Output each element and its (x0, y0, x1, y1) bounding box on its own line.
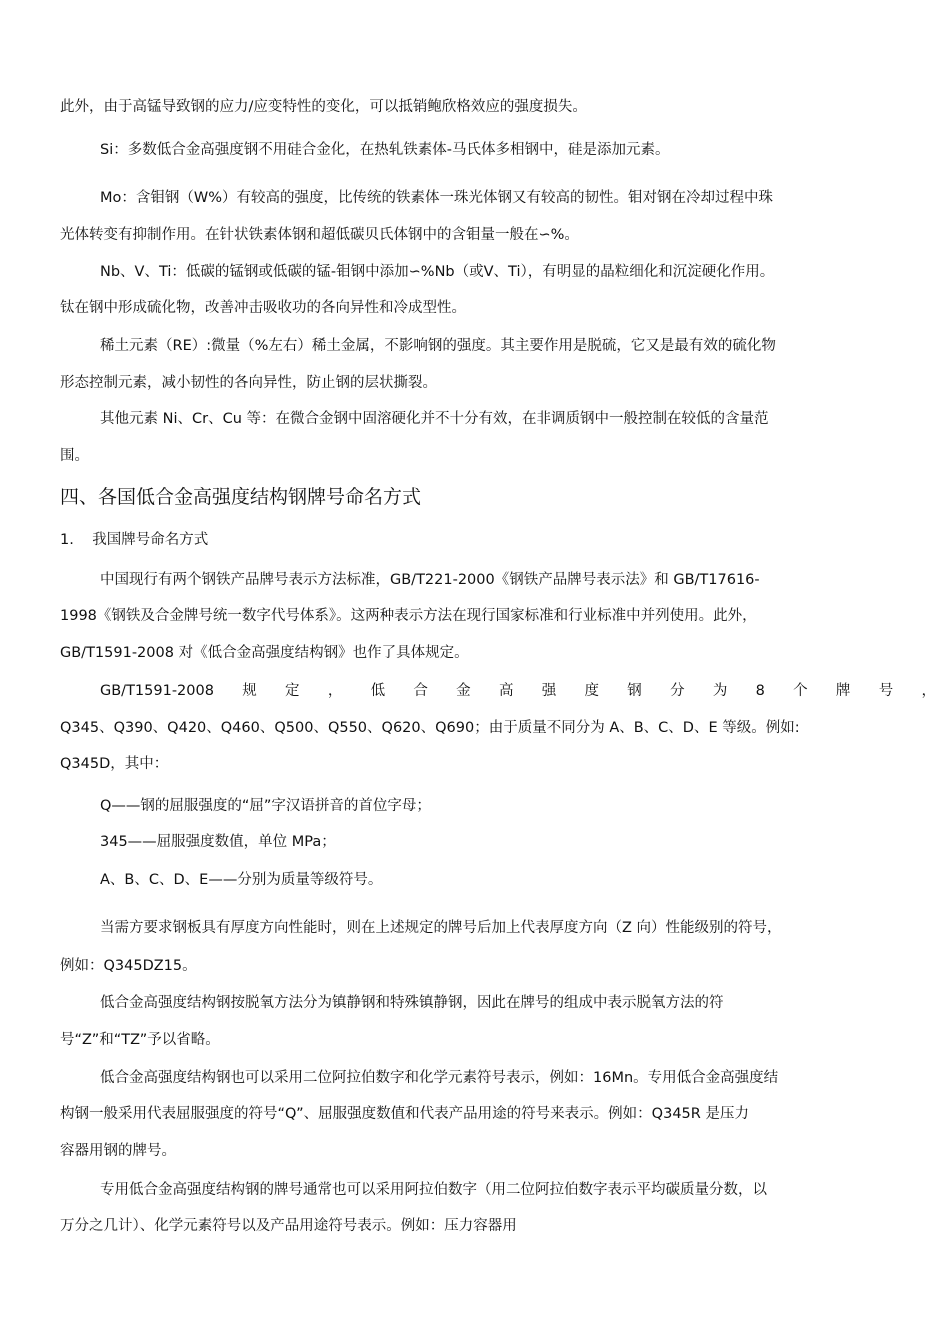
word: ， (327, 683, 343, 699)
word: 定 (285, 683, 300, 699)
text-line: 此外，由于高锰导致钢的应力/应变特性的变化，可以抵销鲍欣格效应的强度损失。 (60, 99, 587, 115)
text-line: 低合金高强度结构钢也可以采用二位阿拉伯数字和化学元素符号表示，例如：16Mn。专用低合金高强度结 (100, 1070, 779, 1086)
text-line: Nb、V、Ti：低碳的锰钢或低碳的锰-钼钢中添加∽%Nb（或V、Ti），有明显的晶粒细化和沉淀硬化作用。 (100, 264, 775, 280)
text-line: Q345D，其中： (60, 756, 169, 772)
section-heading: 四、各国低合金高强度结构钢牌号命名方式 (60, 486, 422, 508)
text-line: 1998《钢铁及合金牌号统一数字代号体系》。这两种表示方法在现行国家标准和行业标准中并列使用。此外， (60, 608, 757, 624)
text-line: 专用低合金高强度结构钢的牌号通常也可以采用阿拉伯数字（用二位阿拉伯数字表示平均碳质量分数，以 (100, 1182, 767, 1198)
text-line: 号“Z”和“TZ”予以省略。 (60, 1032, 220, 1048)
word: 金 (456, 683, 471, 699)
word: ， (921, 683, 936, 699)
text-line: 钛在钢中形成硫化物，改善冲击吸收功的各向异性和冷成型性。 (60, 300, 466, 316)
text-line: 其他元素 Ni、Cr、Cu 等：在微合金钢中固溶硬化并不十分有效，在非调质钢中一般控制在较低的含量范 (100, 411, 769, 427)
word: GB/T1591-2008 (100, 683, 214, 699)
text-line: 形态控制元素，减小韧性的各向异性，防止钢的层状撕裂。 (60, 375, 437, 391)
word: 高 (498, 683, 514, 699)
word: 8 (755, 683, 765, 699)
text-line: Si：多数低合金高强度钢不用硅合金化，在热轧铁素体-马氏体多相钢中，硅是添加元素。 (100, 142, 670, 158)
text-line: GB/T1591-2008 对《低合金高强度结构钢》也作了具体规定。 (60, 645, 469, 661)
text-line: Q——钢的屈服强度的“屈”字汉语拼音的首位字母； (100, 798, 431, 814)
text-line: 光体转变有抑制作用。在针状铁素体钢和超低碳贝氏体钢中的含钼量一般在∽%。 (60, 227, 579, 243)
text-line: 低合金高强度结构钢按脱氧方法分为镇静钢和特殊镇静钢，因此在牌号的组成中表示脱氧方法的符 (100, 995, 724, 1011)
text-line: Q345、Q390、Q420、Q460、Q500、Q550、Q620、Q690；由于质量不同分为 A、B、C、D、E 等级。例如: (60, 720, 800, 736)
subsection-heading: 1. 我国牌号命名方式 (60, 532, 209, 548)
word: 低 (370, 683, 386, 699)
word: 为 (712, 683, 728, 699)
word: 度 (584, 683, 599, 699)
word: 强 (541, 683, 557, 699)
word: 钢 (627, 683, 642, 699)
text-line: 万分之几计）、化学元素符号以及产品用途符号表示。例如：压力容器用 (60, 1218, 517, 1234)
word: 分 (670, 683, 685, 699)
text-line: 当需方要求钢板具有厚度方向性能时，则在上述规定的牌号后加上代表厚度方向（Z 向）性能级别的符号， (100, 920, 782, 936)
text-line: 围。 (60, 448, 89, 464)
text-line: 例如：Q345DZ15。 (60, 958, 197, 974)
word: 个 (793, 683, 808, 699)
text-line: 345——屈服强度数值，单位 MPa； (100, 834, 336, 850)
text-line: 构钢一般采用代表屈服强度的符号“Q”、屈服强度数值和代表产品用途的符号来表示。例如：Q345R 是压力 (60, 1106, 749, 1122)
text-line: 容器用钢的牌号。 (60, 1143, 176, 1159)
justified-line (100, 681, 936, 701)
text-line: 中国现行有两个钢铁产品牌号表示方法标准，GB/T221-2000《钢铁产品牌号表示法》和 GB/T17616- (100, 572, 760, 588)
word: 规 (242, 683, 257, 699)
text-line: 稀土元素（RE）:微量（%左右）稀土金属，不影响钢的强度。其主要作用是脱硫，它又是最有效的硫化物 (100, 338, 776, 354)
text-line: Mo：含钼钢（W%）有较高的强度，比传统的铁素体一珠光体钢又有较高的韧性。钼对钢在冷却过程中珠 (100, 190, 773, 206)
text-line: A、B、C、D、E——分别为质量等级符号。 (100, 872, 383, 888)
word: 合 (413, 683, 428, 699)
word: 牌 (835, 683, 851, 699)
word: 号 (878, 683, 894, 699)
